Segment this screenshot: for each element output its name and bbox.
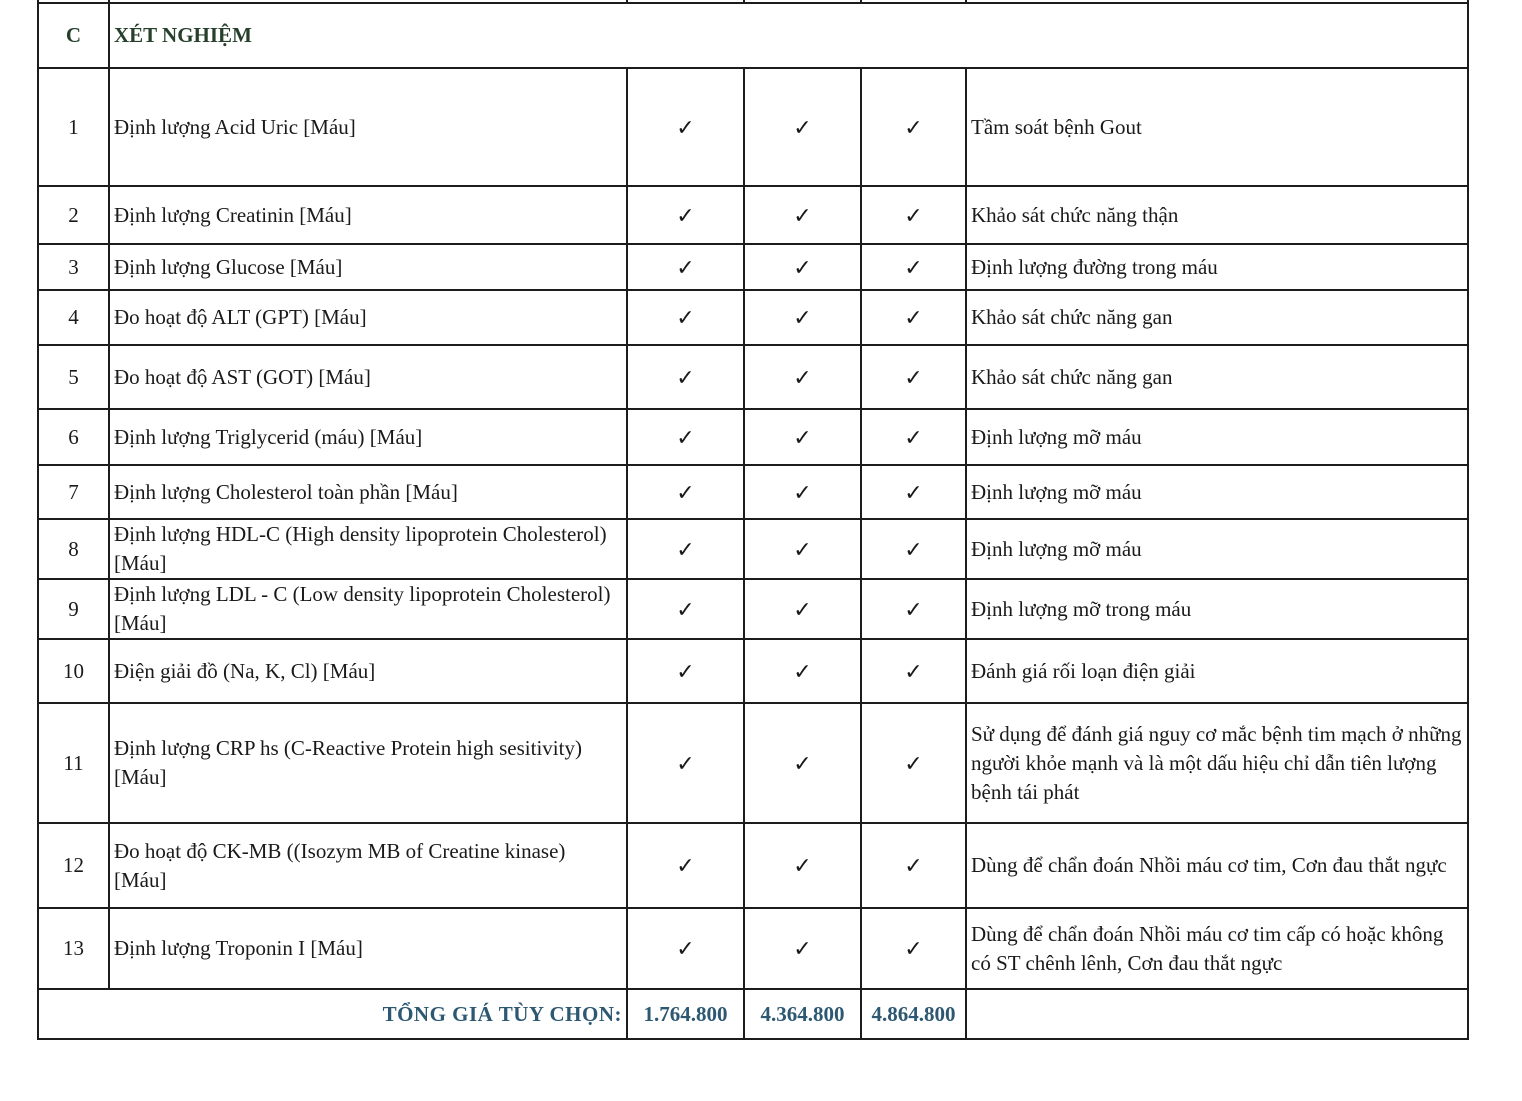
package-2-check: ✓ [744,186,861,244]
table-row [38,68,1468,186]
package-2-check: ✓ [744,345,861,409]
row-number: 4 [38,290,109,345]
table-row [38,519,1468,579]
test-name: Điện giải đồ (Na, K, Cl) [Máu] [109,639,627,703]
package-2-check: ✓ [744,908,861,989]
package-1-check: ✓ [627,639,744,703]
package-2-check: ✓ [744,244,861,290]
package-1-check: ✓ [627,465,744,519]
package-2-check: ✓ [744,703,861,823]
test-purpose: Định lượng mỡ máu [966,409,1468,465]
test-purpose: Khảo sát chức năng thận [966,186,1468,244]
package-1-check: ✓ [627,186,744,244]
package-3-check: ✓ [861,823,966,908]
section-header-row [38,3,1468,68]
table-row [38,908,1468,989]
test-name: Đo hoạt độ CK-MB ((Isozym MB of Creatine kinase) [Máu] [109,823,627,908]
package-1-check: ✓ [627,519,744,579]
package-2-check: ✓ [744,639,861,703]
package-1-total: 1.764.800 [627,989,744,1039]
table-row [38,409,1468,465]
test-name: Định lượng CRP hs (C-Reactive Protein high sesitivity) [Máu] [109,703,627,823]
test-purpose: Dùng để chẩn đoán Nhồi máu cơ tim cấp có hoặc không có ST chênh lênh, Cơn đau thắt ngực [966,908,1468,989]
package-3-check: ✓ [861,465,966,519]
package-2-check: ✓ [744,409,861,465]
table-row [38,465,1468,519]
test-name: Định lượng Creatinin [Máu] [109,186,627,244]
package-2-check: ✓ [744,579,861,639]
package-1-check: ✓ [627,579,744,639]
test-purpose: Định lượng mỡ máu [966,519,1468,579]
table-row [38,244,1468,290]
package-3-check: ✓ [861,519,966,579]
row-number: 12 [38,823,109,908]
test-name: Đo hoạt độ AST (GOT) [Máu] [109,345,627,409]
package-1-check: ✓ [627,244,744,290]
row-number: 5 [38,345,109,409]
package-3-total: 4.864.800 [861,989,966,1039]
row-number: 1 [38,68,109,186]
package-1-check: ✓ [627,908,744,989]
section-code: C [38,3,109,68]
package-3-check: ✓ [861,186,966,244]
package-3-check: ✓ [861,345,966,409]
package-1-check: ✓ [627,703,744,823]
test-name: Đo hoạt độ ALT (GPT) [Máu] [109,290,627,345]
row-number: 7 [38,465,109,519]
table-row [38,703,1468,823]
package-3-check: ✓ [861,579,966,639]
test-name: Định lượng Cholesterol toàn phần [Máu] [109,465,627,519]
total-label: TỔNG GIÁ TÙY CHỌN: [38,989,627,1039]
test-purpose: Định lượng mỡ trong máu [966,579,1468,639]
package-2-check: ✓ [744,290,861,345]
package-2-check: ✓ [744,68,861,186]
package-2-check: ✓ [744,823,861,908]
row-number: 8 [38,519,109,579]
section-title: XÉT NGHIỆM [109,3,1468,68]
package-3-check: ✓ [861,639,966,703]
table-row [38,579,1468,639]
package-3-check: ✓ [861,68,966,186]
test-purpose: Sử dụng để đánh giá nguy cơ mắc bệnh tim mạch ở những người khỏe mạnh và là một dấu hiệu chỉ dẫn tiên lượng bệnh tái phát [966,703,1468,823]
package-3-check: ✓ [861,409,966,465]
row-number: 9 [38,579,109,639]
package-2-check: ✓ [744,465,861,519]
exam-table [37,0,1469,1040]
total-empty-cell [966,989,1468,1039]
row-number: 6 [38,409,109,465]
test-purpose: Khảo sát chức năng gan [966,290,1468,345]
test-purpose: Tầm soát bệnh Gout [966,68,1468,186]
row-number: 13 [38,908,109,989]
table-row [38,345,1468,409]
table-row [38,823,1468,908]
table-row [38,290,1468,345]
test-purpose: Định lượng mỡ máu [966,465,1468,519]
package-1-check: ✓ [627,290,744,345]
package-2-total: 4.364.800 [744,989,861,1039]
package-3-check: ✓ [861,290,966,345]
test-purpose: Khảo sát chức năng gan [966,345,1468,409]
package-2-check: ✓ [744,519,861,579]
test-name: Định lượng Glucose [Máu] [109,244,627,290]
package-3-check: ✓ [861,244,966,290]
package-3-check: ✓ [861,703,966,823]
test-purpose: Đánh giá rối loạn điện giải [966,639,1468,703]
package-3-check: ✓ [861,908,966,989]
test-name: Định lượng Troponin I [Máu] [109,908,627,989]
test-name: Định lượng LDL - C (Low density lipoprotein Cholesterol) [Máu] [109,579,627,639]
row-number: 10 [38,639,109,703]
table-row [38,639,1468,703]
test-purpose: Định lượng đường trong máu [966,244,1468,290]
test-name: Định lượng HDL-C (High density lipoprotein Cholesterol) [Máu] [109,519,627,579]
total-row [38,989,1468,1039]
row-number: 11 [38,703,109,823]
row-number: 2 [38,186,109,244]
package-1-check: ✓ [627,68,744,186]
test-purpose: Dùng để chẩn đoán Nhồi máu cơ tim, Cơn đau thắt ngực [966,823,1468,908]
test-name: Định lượng Triglycerid (máu) [Máu] [109,409,627,465]
package-1-check: ✓ [627,409,744,465]
table-row [38,186,1468,244]
package-1-check: ✓ [627,823,744,908]
package-1-check: ✓ [627,345,744,409]
test-name: Định lượng Acid Uric [Máu] [109,68,627,186]
row-number: 3 [38,244,109,290]
